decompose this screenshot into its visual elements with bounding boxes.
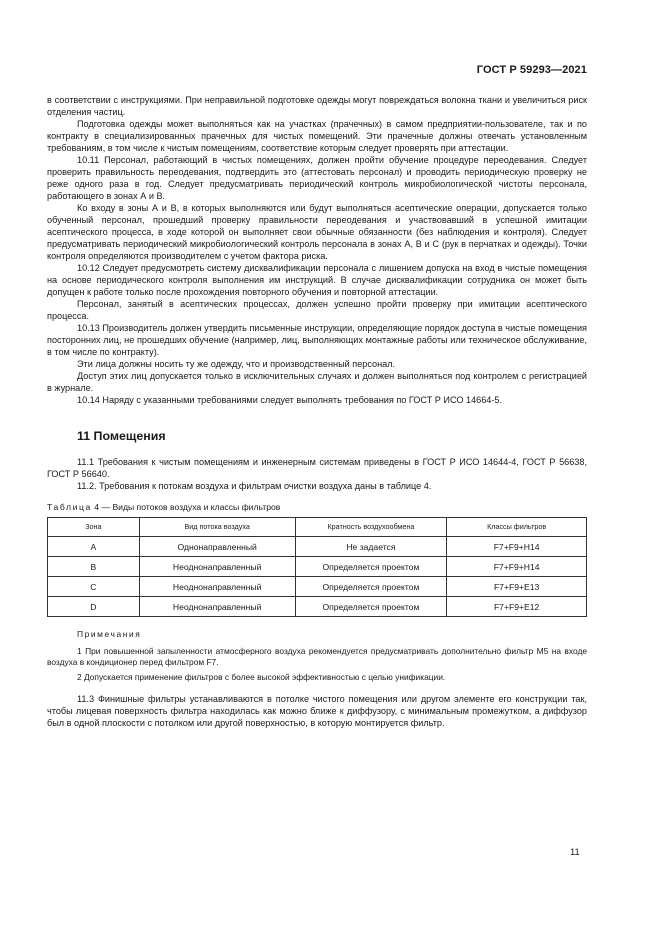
notes-heading: Примечания — [77, 629, 142, 639]
table-notes — [47, 629, 587, 683]
table-header-row — [48, 518, 587, 537]
table-row — [48, 557, 587, 577]
table-cell: Неоднонаправленный — [139, 557, 295, 577]
document-header: ГОСТ Р 59293—2021 — [476, 64, 587, 76]
table-caption-text: 4 — Виды потоков воздуха и классы фильтров — [94, 502, 281, 512]
table-cell: Определяется проектом — [295, 577, 447, 597]
table-cell: B — [48, 557, 140, 577]
table-cell: F7+F9+H14 — [447, 537, 587, 557]
paragraph: Ко входу в зоны А и В, в которых выполняются или будут выполняться асептические операции, допускается только обученный персонал, прошедший проверку правильности переодевания и участвовавший в успешной имитации асептического процесса, в ходе которой он выполняет свои обычные обязанности (без наблюдения и контроля). Следует предусматривать периодический микробиологический контроль персонала в зонах А, В и С (рук в перчатках и одежды). Точки контроля определяются производителем с учетом фактора риска. — [47, 203, 587, 261]
paragraph: 11.1 Требования к чистым помещениям и инженерным системам приведены в ГОСТ Р ИСО 14644-4, ГОСТ Р 56638, ГОСТ Р 56640. — [47, 457, 587, 479]
table-cell: D — [48, 597, 140, 617]
table-cell: C — [48, 577, 140, 597]
paragraph: 10.14 Наряду с указанными требованиями следует выполнять требования по ГОСТ Р ИСО 14664-5. — [77, 395, 503, 405]
paragraph: 10.12 Следует предусмотреть систему дисквалификации персонала с лишением допуска на вход в чистые помещения на основе периодического контроля выполнения им инструкций. В случае дисквалификации сотрудника он может быть допущен к работе только после прохождения повторного обучения и повторной аттестации. — [47, 263, 587, 297]
paragraph: 10.13 Производитель должен утвердить письменные инструкции, определяющие порядок доступа в чистые помещения посторонних лиц, не прошедших обучение (например, лиц, выполняющих монтажные работы или техническое обслуживание, в том числе по контракту). — [47, 323, 587, 357]
paragraph: Персонал, занятый в асептических процессах, должен успешно пройти проверку при имитации асептического процесса. — [47, 299, 587, 321]
column-header-filters: Классы фильтров — [447, 518, 587, 537]
table-cell: Определяется проектом — [295, 557, 447, 577]
paragraph: 11.2. Требования к потокам воздуха и фильтрам очистки воздуха даны в таблице 4. — [77, 481, 432, 491]
note-item: 2 Допускается применение фильтров с более высокой эффективностью с целью унификации. — [77, 672, 446, 682]
table-cell: F7+F9+H14 — [447, 557, 587, 577]
paragraph: Эти лица должны носить ту же одежду, что и производственный персонал. — [77, 359, 396, 369]
section-title: 11 Помещения — [77, 429, 166, 443]
table-row — [48, 577, 587, 597]
paragraph: в соответствии с инструкциями. При неправильной подготовке одежды могут повреждаться волокна ткани и увеличиться риск отделения частиц. — [47, 95, 587, 117]
table-cell: Определяется проектом — [295, 597, 447, 617]
table-cell: F7+F9+E12 — [447, 597, 587, 617]
paragraph: Подготовка одежды может выполняться как на участках (прачечных) в самом предприятии-пользователе, так и по контракту в специализированных прачечных для чистых помещений. Эти прачечные должны отвечать установленным требованиям, в том числе к чистым помещениям, соответствие которым следует проверять при аттестации. — [47, 119, 587, 153]
table-row — [48, 597, 587, 617]
paragraph: 10.11 Персонал, работающий в чистых помещениях, должен пройти обучение процедуре переодевания. Следует проверить правильность переодевания, подтвердить это (аттестовать персонал) и проводить периодическую проверку не реже одного раза в год. Следует предусматривать периодический контроль микробиологической чистоты персонала, работающего в зонах А и В. — [47, 155, 587, 201]
note-item: 1 При повышенной запыленности атмосферного воздуха рекомендуется предусматривать дополнительно фильтр М5 на входе воздуха в кондиционер перед фильтром F7. — [47, 646, 587, 667]
table-cell: Не задается — [295, 537, 447, 557]
table-caption-word: Таблица — [47, 502, 92, 512]
table-cell: Однонаправленный — [139, 537, 295, 557]
table-cell: Неоднонаправленный — [139, 577, 295, 597]
page-content — [47, 94, 587, 729]
table-cell: F7+F9+E13 — [447, 577, 587, 597]
column-header-flow: Вид потока воздуха — [139, 518, 295, 537]
filters-table — [47, 517, 587, 617]
paragraph: Доступ этих лиц допускается только в исключительных случаях и должен выполняться под контролем с регистрацией в журнале. — [47, 371, 587, 393]
table-cell: A — [48, 537, 140, 557]
column-header-exchange: Кратность воздухообмена — [295, 518, 447, 537]
column-header-zone: Зона — [48, 518, 140, 537]
table-row — [48, 537, 587, 557]
paragraph: 11.3 Финишные фильтры устанавливаются в потолке чистого помещения или другом элементе его конструкции так, чтобы лицевая поверхность фильтра находилась как можно ближе к диффузору, с минимальным промежутком, а диффузор был в одной плоскости с потолком или другой поверхностью, в которую монтируется фильтр. — [47, 694, 587, 728]
table-caption — [47, 502, 587, 513]
table-cell: Неоднонаправленный — [139, 597, 295, 617]
page-number: 11 — [570, 846, 580, 857]
